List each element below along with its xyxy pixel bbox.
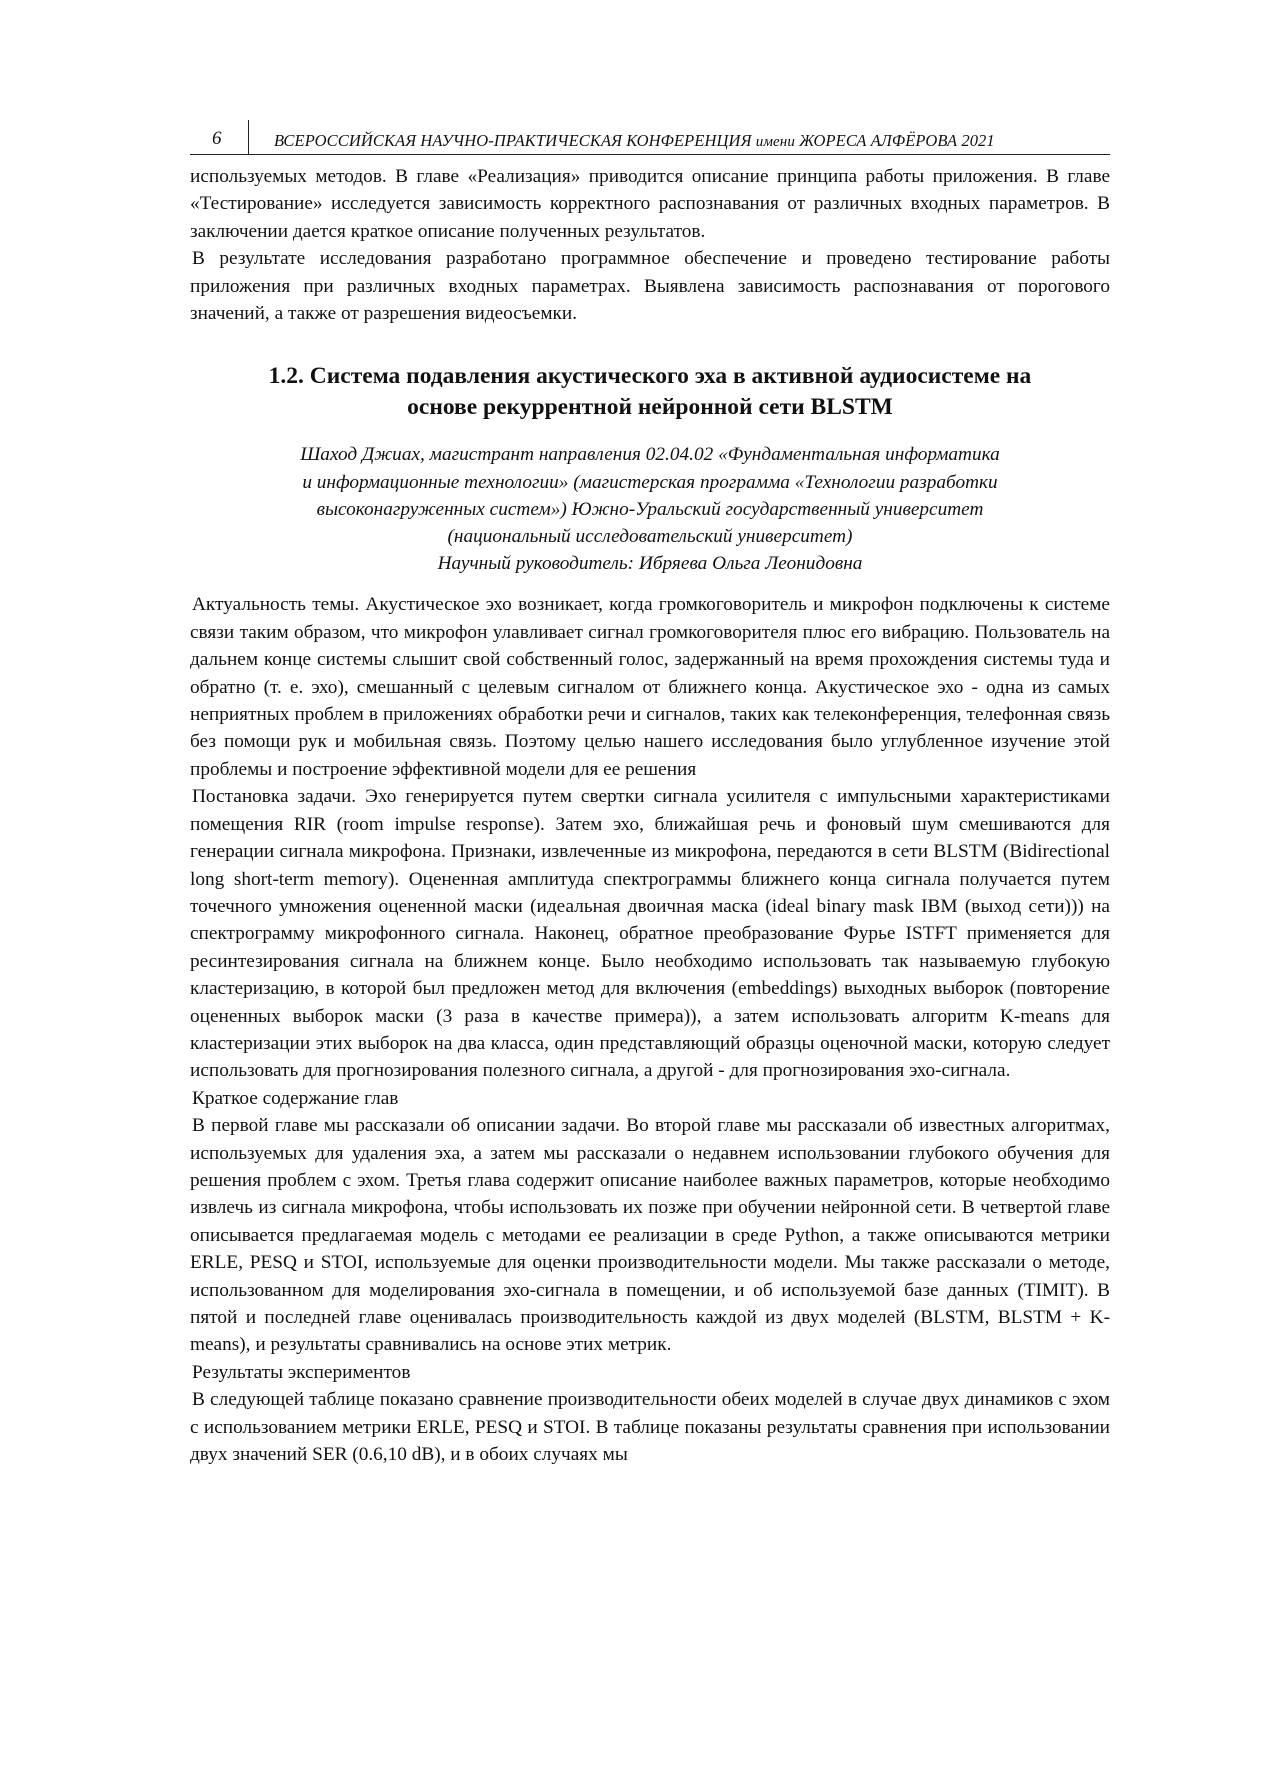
page-number: 6 bbox=[212, 128, 222, 149]
conference-title-part3: ЖОРЕСА АЛФЁРОВА 2021 bbox=[799, 131, 995, 150]
intro-paragraph: используемых методов. В главе «Реализация» приводится описание принципа работы приложения. В главе «Тестирование» исследуется зависимость корректного распознавания от различных входных параметров. В заключении дается краткое описание полученных результатов. bbox=[190, 166, 1110, 242]
intro-text bbox=[190, 163, 1110, 327]
section-title-line: 1.2. Система подавления акустического эха в активной аудиосистеме на bbox=[268, 363, 1032, 390]
chapters-paragraph: В первой главе мы рассказали об описании задачи. Во второй главе мы рассказали об известных алгоритмах, используемых для удаления эха, а затем мы рассказали о недавнем использовании глубокого обучения для решения проблем с эхом. Третья глава содержит описание наиболее важных параметров, которые необходимо извлечь из сигнала микрофона, чтобы использовать их позже при обучении нейронной сети. В четвертой главе описывается предлагаемая модель с методами ее реализации в среде Python, а также описываются метрики ERLE, PESQ и STOI, используемые для оценки производительности модели. Мы также рассказали о методе, использованном для моделирования эхо-сигнала в помещении, и об используемой базе данных (TIMIT). В пятой и последней главе оценивалась производительность каждой из двух моделей (BLSTM, BLSTM + K-means), и результаты сравнивались на основе этих метрик. bbox=[190, 1115, 1110, 1356]
section-title bbox=[190, 361, 1110, 423]
header-divider bbox=[248, 120, 249, 154]
section-title-line: основе рекуррентной нейронной сети BLSTM bbox=[407, 394, 893, 421]
results-paragraph: В следующей таблице показано сравнение производительности обеих моделей в случае двух динамиков с эхом с использованием метрики ERLE, PESQ и STOI. В таблице показаны результаты сравнения при использовании двух значений SER (0.6,10 dB), и в обоих случаях мы bbox=[190, 1389, 1110, 1466]
conference-title-part1: ВСЕРОССИЙСКАЯ НАУЧНО-ПРАКТИЧЕСКАЯ КОНФЕРЕНЦИЯ bbox=[274, 131, 752, 150]
author-line: высоконагруженных систем») Южно-Уральский государственный университет bbox=[316, 498, 984, 520]
document-page bbox=[190, 120, 1110, 1468]
author-line: (национальный исследовательский университет) bbox=[447, 526, 853, 548]
article-body bbox=[190, 591, 1110, 1468]
relevance-paragraph: Актуальность темы. Акустическое эхо возникает, когда громкоговоритель и микрофон подключены к системе связи таким образом, что микрофон улавливает сигнал громкоговорителя плюс его вибрацию. Пользователь на дальнем конце системы слышит свой собственный голос, задержанный на время прохождения системы туда и обратно (т. е. эхо), смешанный с целевым сигналом от ближнего конца. Акустическое эхо - одна из самых неприятных проблем в приложениях обработки речи и сигналов, таких как телеконференция, телефонная связь без помощи рук и мобильная связь. Поэтому целью нашего исследования было углубленное изучение этой проблемы и построение эффективной модели для ее решения bbox=[190, 594, 1110, 780]
author-info bbox=[190, 441, 1110, 577]
chapters-heading: Краткое содержание глав bbox=[192, 1087, 399, 1109]
conference-title-part2: имени bbox=[755, 134, 795, 150]
conference-title bbox=[274, 131, 995, 151]
supervisor-line: Научный руководитель: Ибряева Ольга Леонидовна bbox=[437, 553, 863, 575]
author-line: Шаход Джиах, магистрант направления 02.04.02 «Фундаментальная информатика bbox=[300, 444, 1000, 466]
running-header bbox=[190, 120, 1110, 155]
author-line: и информационные технологии» (магистерская программа «Технологии разработки bbox=[302, 471, 998, 493]
intro-paragraph: В результате исследования разработано программное обеспечение и проведено тестирование работы приложения при различных входных параметрах. Выявлена зависимость распознавания от порогового значений, а также от разрешения видеосъемки. bbox=[190, 248, 1110, 325]
problem-statement-paragraph: Постановка задачи. Эхо генерируется путем свертки сигнала усилителя с импульсными характеристиками помещения RIR (room impulse response). Затем эхо, ближайшая речь и фоновый шум смешиваются для генерации сигнала микрофона. Признаки, извлеченные из микрофона, передаются в сети BLSTM (Bidirectional long short-term memory). Оцененная амплитуда спектрограммы ближнего конца сигнала получается путем точечного умножения оцененной маски (идеальная двоичная маска (ideal binary mask IBM (выход сети))) на спектрограмму микрофонного сигнала. Наконец, обратное преобразование Фурье ISTFT применяется для ресинтезирования сигнала на ближнем конце. Было необходимо использовать так называемую глубокую кластеризацию, в которой был предложен метод для включения (embeddings) выходных выборок (повторение оцененных выборок маски (3 раза в качестве примера)), а затем использовать алгоритм K-means для кластеризации этих выборок на два класса, один представляющий образцы оценочной маски, которую следует использовать для прогнозирования полезного сигнала, а другой - для прогнозирования эхо-сигнала. bbox=[190, 786, 1110, 1082]
results-heading: Результаты экспериментов bbox=[192, 1361, 411, 1383]
